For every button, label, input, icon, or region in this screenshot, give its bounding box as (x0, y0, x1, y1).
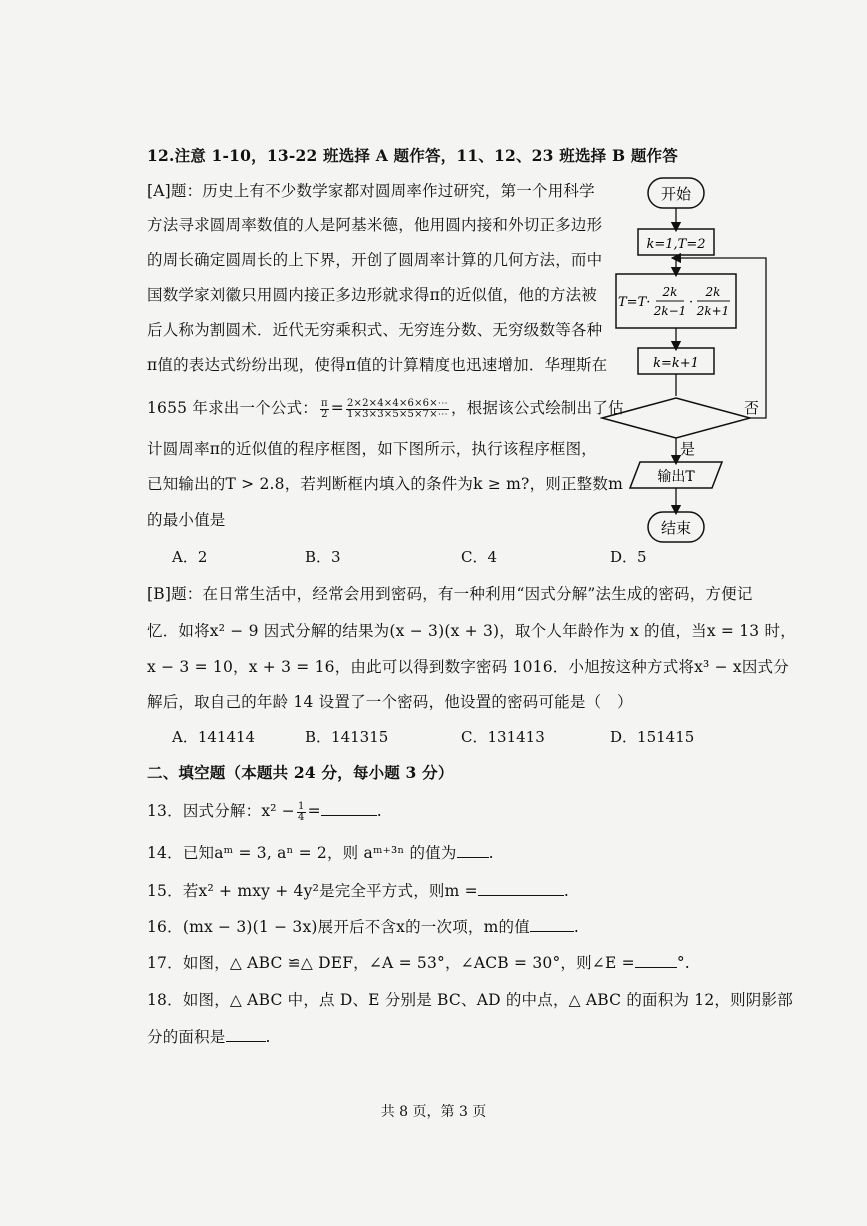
question-15: 15．若x² + mxy + 4y²是完全平方式，则m = . (147, 882, 569, 900)
qb-line-1: [B]题：在日常生活中，经常会用到密码，有一种利用“因式分解”法生成的密码，方便记 (147, 585, 753, 603)
qa-formula-line: 1655 年求出一个公式： $\frac{\pi}{2}$ = $\frac{2\times 2\times 4\times 4\times 6\times 6\times\cdots}{1\times 3\times 3\times 5\times 5\times 7\times\cdots}$ ，根据该公式绘制出了估 (147, 397, 624, 420)
qa-line-1: [A]题：历史上有不少数学家都对圆周率作过研究，第一个用科学 (147, 182, 595, 200)
question-16: 16．(mx − 3)(1 − 3x)展开后不含x的一次项，m的值 . (147, 918, 580, 936)
formula-lhs: $\frac{\pi}{2}$ (320, 397, 328, 420)
qa-option-d: D．5 (610, 548, 647, 566)
q15-answer-blank[interactable] (478, 881, 564, 896)
qa-line-10: 的最小值是 (147, 511, 226, 529)
q13-answer-blank[interactable] (321, 801, 377, 816)
qa-line-5: 后人称为割圆术．近代无穷乘积式、无穷连分数、无穷级数等各种 (147, 321, 603, 339)
qa-option-a: A．2 (172, 548, 208, 566)
qa-option-c: C．4 (461, 548, 498, 566)
flow-frac2-den: 2k+1 (696, 304, 730, 318)
qa-line-8: 计圆周率π的近似值的程序框图，如下图所示，执行该程序框图， (147, 440, 597, 458)
flow-frac2-num: 2k (705, 285, 721, 299)
flow-init-label: k=1,T=2 (646, 237, 706, 252)
flow-update-label: T=T· (618, 295, 651, 310)
qb-line-3: x − 3 = 10，x + 3 = 16，由此可以得到数字密码 1016．小旭按这种方式将x³ − x因式分 (147, 658, 789, 676)
flow-no-label: 否 (744, 399, 760, 417)
qb-option-c: C．131413 (461, 728, 545, 746)
qa-option-b: B．3 (305, 548, 341, 566)
qb-option-a: A．141414 (172, 728, 256, 746)
q14-answer-blank[interactable] (457, 843, 489, 858)
q13-fraction: $\frac{1}{4}$ (298, 800, 305, 823)
qb-option-d: D．151415 (610, 728, 695, 746)
qa-line-6: π值的表达式纷纷出现，使得π值的计算精度也迅速增加．华理斯在 (147, 356, 608, 374)
qa-line-2: 方法寻求圆周率数值的人是阿基米德，他用圆内接和外切正多边形 (147, 216, 603, 234)
qb-option-b: B．141315 (305, 728, 389, 746)
qa-line-4: 国数学家刘徽只用圆内接正多边形就求得π的近似值，他的方法被 (147, 286, 597, 304)
question-13: 13．因式分解：x² − $\frac{1}{4}$ = . (147, 800, 382, 823)
flow-frac1-den: 2k−1 (653, 304, 687, 318)
flow-increment-label: k=k+1 (653, 356, 699, 371)
question-note: 12.注意 1-10，13-22 班选择 A 题作答，11、12、23 班选择 B 题作答 (147, 146, 678, 165)
qa-line-3: 的周长确定圆周长的上下界，开创了圆周率计算的几何方法，而中 (147, 251, 603, 269)
flow-output-label: 输出T (657, 469, 695, 485)
formula-prefix: 1655 年求出一个公式： (147, 399, 318, 417)
qb-line-4: 解后，取自己的年龄 14 设置了一个密码，他设置的密码可能是（ ） (147, 693, 633, 711)
qa-line-9: 已知输出的T > 2.8，若判断框内填入的条件为k ≥ m?，则正整数m (147, 475, 623, 493)
q16-answer-blank[interactable] (530, 917, 574, 932)
q17-answer-blank[interactable] (635, 953, 677, 968)
formula-suffix: ，根据该公式绘制出了估 (451, 399, 624, 417)
question-14: 14．已知aᵐ = 3, aⁿ = 2，则 aᵐ⁺³ⁿ 的值为 . (147, 844, 494, 862)
flow-end-label: 结束 (660, 519, 692, 537)
flow-decision-node (602, 398, 750, 438)
formula-rhs: $\frac{2\times 2\times 4\times 4\times 6\times 6\times\cdots}{1\times 3\times 3\times 5\times 5\times 7\times\cdots}$ (346, 397, 449, 420)
question-18-line-2: 分的面积是 . (147, 1028, 271, 1046)
flow-yes-label: 是 (680, 440, 696, 458)
flow-start-label: 开始 (660, 185, 692, 203)
flow-frac1-num: 2k (662, 285, 678, 299)
question-18-line-1: 18．如图，△ ABC 中，点 D、E 分别是 BC、AD 的中点，△ ABC 的面积为 12，则阴影部 (147, 991, 793, 1009)
section-fill-blank-title: 二、填空题（本题共 24 分，每小题 3 分） (147, 763, 454, 782)
question-17: 17．如图，△ ABC ≌△ DEF，∠A = 53°，∠ACB = 30°，则∠E = °. (147, 954, 690, 972)
program-flowchart (600, 170, 790, 550)
page-footer: 共 8 页，第 3 页 (380, 1104, 487, 1120)
qb-line-2: 忆．如将x² − 9 因式分解的结果为(x − 3)(x + 3)，取个人年龄作为 x 的值，当x = 13 时， (147, 622, 796, 640)
q18-answer-blank[interactable] (226, 1027, 266, 1042)
svg-text:·: · (689, 295, 694, 310)
